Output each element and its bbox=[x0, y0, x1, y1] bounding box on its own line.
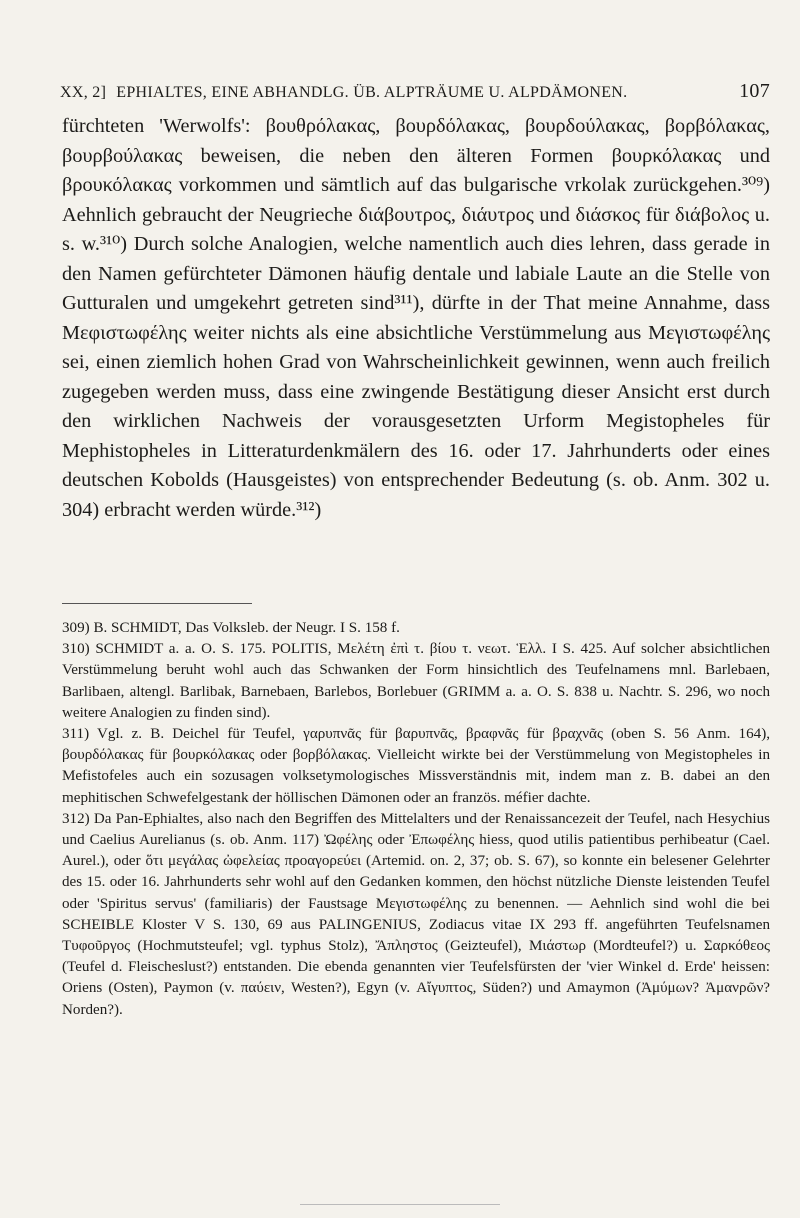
running-header bbox=[60, 80, 770, 103]
footnote-310: 310) SCHMIDT a. a. O. S. 175. POLITIS, Μελέτη ἐπὶ τ. βίου τ. νεωτ. Ἑλλ. I S. 425. Auf solcher absichtlichen Verstümmelung beruht wohl auch das Schwanken der Form hinsichtlich des Teufelnamens mnl. Barlebaen, Barlibaen, altengl. Barlibak, Barnebaen, Barlebos, Borlebuer (GRIMM a. a. O. S. 838 u. Nachtr. S. 296, wo noch weitere Analogien zu finden sind). bbox=[62, 641, 770, 721]
footnote-309: 309) B. SCHMIDT, Das Volksleb. der Neugr. I S. 158 f. bbox=[62, 620, 400, 636]
bottom-line bbox=[300, 1204, 500, 1205]
footnote-312: 312) Da Pan-Ephialtes, also nach den Begriffen des Mittelalters und der Renaissancezeit der Teufel, nach Hesychius und Caelius Aurelianus (s. ob. Anm. 117) Ὠφέλης oder Ἐπωφέλης hiess, quod utilis patientibus perhibeatur (Cael. Aurel.), oder ὅτι μεγάλας ὠφελείας προαγορεύει (Artemid. on. 2, 37; ob. S. 67), so konnte ein belesener Gelehrter des 15. oder 16. Jahrhunderts sehr wohl auf den Gedanken kommen, den höchst nützliche Dienste leistenden Teufel oder 'Spiritus servus' (familiaris) der Faustsage Μεγιστωφέλης zu benennen. — Aehnlich sind wohl die bei SCHEIBLE Kloster V S. 130, 69 aus PALINGENIUS, Zodiacus vitae IX 293 ff. angeführten Teufelsnamen Τυφοῦργος (Hochmutsteufel; vgl. typhus Stolz), Ἄπληστος (Geizteufel), Μιάστωρ (Mordteufel?) u. Σαρκόθεος (Teufel d. Fleischeslust?) entstanden. Die ebenda genannten vier Teufelsfürsten der 'vier Winkel d. Erde' heissen: Oriens (Osten), Paymon (v. παύειν, Westen?), Egyn (v. Αἴγυπτος, Süden?) und Amaymon (Ἀμύμων? Ἀμανρῶν? Norden?). bbox=[62, 810, 770, 1018]
main-text bbox=[62, 112, 770, 525]
body-paragraph: fürchteten 'Werwolfs': βουθρόλακας, βουρδόλακας, βουρδούλακας, βορβόλακας, βουρβούλακας beweisen, die neben den älteren Formen βουρκόλακας und βρουκόλακας vorkommen und sämtlich auf das bulgarische vrkolak zurückgehen.³⁰⁹) Aehnlich gebraucht der Neugrieche διάβουτρος, διάυτρος und διάσκος für διάβολος u. s. w.³¹⁰) Durch solche Analogien, welche namentlich auch dies lehren, dass gerade in den Namen gefürchteter Dämonen häufig dentale und labiale Laute an die Stelle von Gutturalen und umgekehrt getreten sind³¹¹), dürfte in der That meine Annahme, dass Μεφιστωφέλης weiter nichts als eine absichtliche Verstümmelung aus Μεγιστωφέλης sei, einen ziemlich hohen Grad von Wahrscheinlichkeit gewinnen, wenn auch freilich zugegeben werden muss, dass eine zwingende Bestätigung dieser Ansicht erst durch den wirklichen Nachweis der vorausgesetzten Urform Megistopheles für Mephistopheles in Litteraturdenkmälern des 16. oder 17. Jahrhunderts oder eines deutschen Kobolds (Hausgeistes) von entsprechender Bedeutung (s. ob. Anm. 302 u. 304) erbracht werden würde.³¹²) bbox=[62, 115, 770, 521]
footnote-311: 311) Vgl. z. B. Deichel für Teufel, γαρυπνᾶς für βαρυπνᾶς, βραφνᾶς für βραχνᾶς (oben S. 56 Anm. 164), βουρδόλακας für βουρκόλακας oder βορβόλακας. Vielleicht wirkte bei der Verstümmelung von Megistopheles in Mefistofeles auch ein sozusagen volksetymologisches Missverständnis mit, indem man z. B. dabei an den mephitischen Schwefelgestank der höllischen Dämonen oder an französ. méfier dachte. bbox=[62, 726, 770, 806]
running-title: EPHIALTES, EINE ABHANDLG. ÜB. ALPTRÄUME U. ALPDÄMONEN. bbox=[116, 84, 628, 101]
footnote-separator bbox=[62, 603, 252, 604]
section-marker: XX, 2] bbox=[60, 84, 107, 101]
footnotes bbox=[62, 618, 770, 1021]
page-number: 107 bbox=[739, 80, 770, 102]
